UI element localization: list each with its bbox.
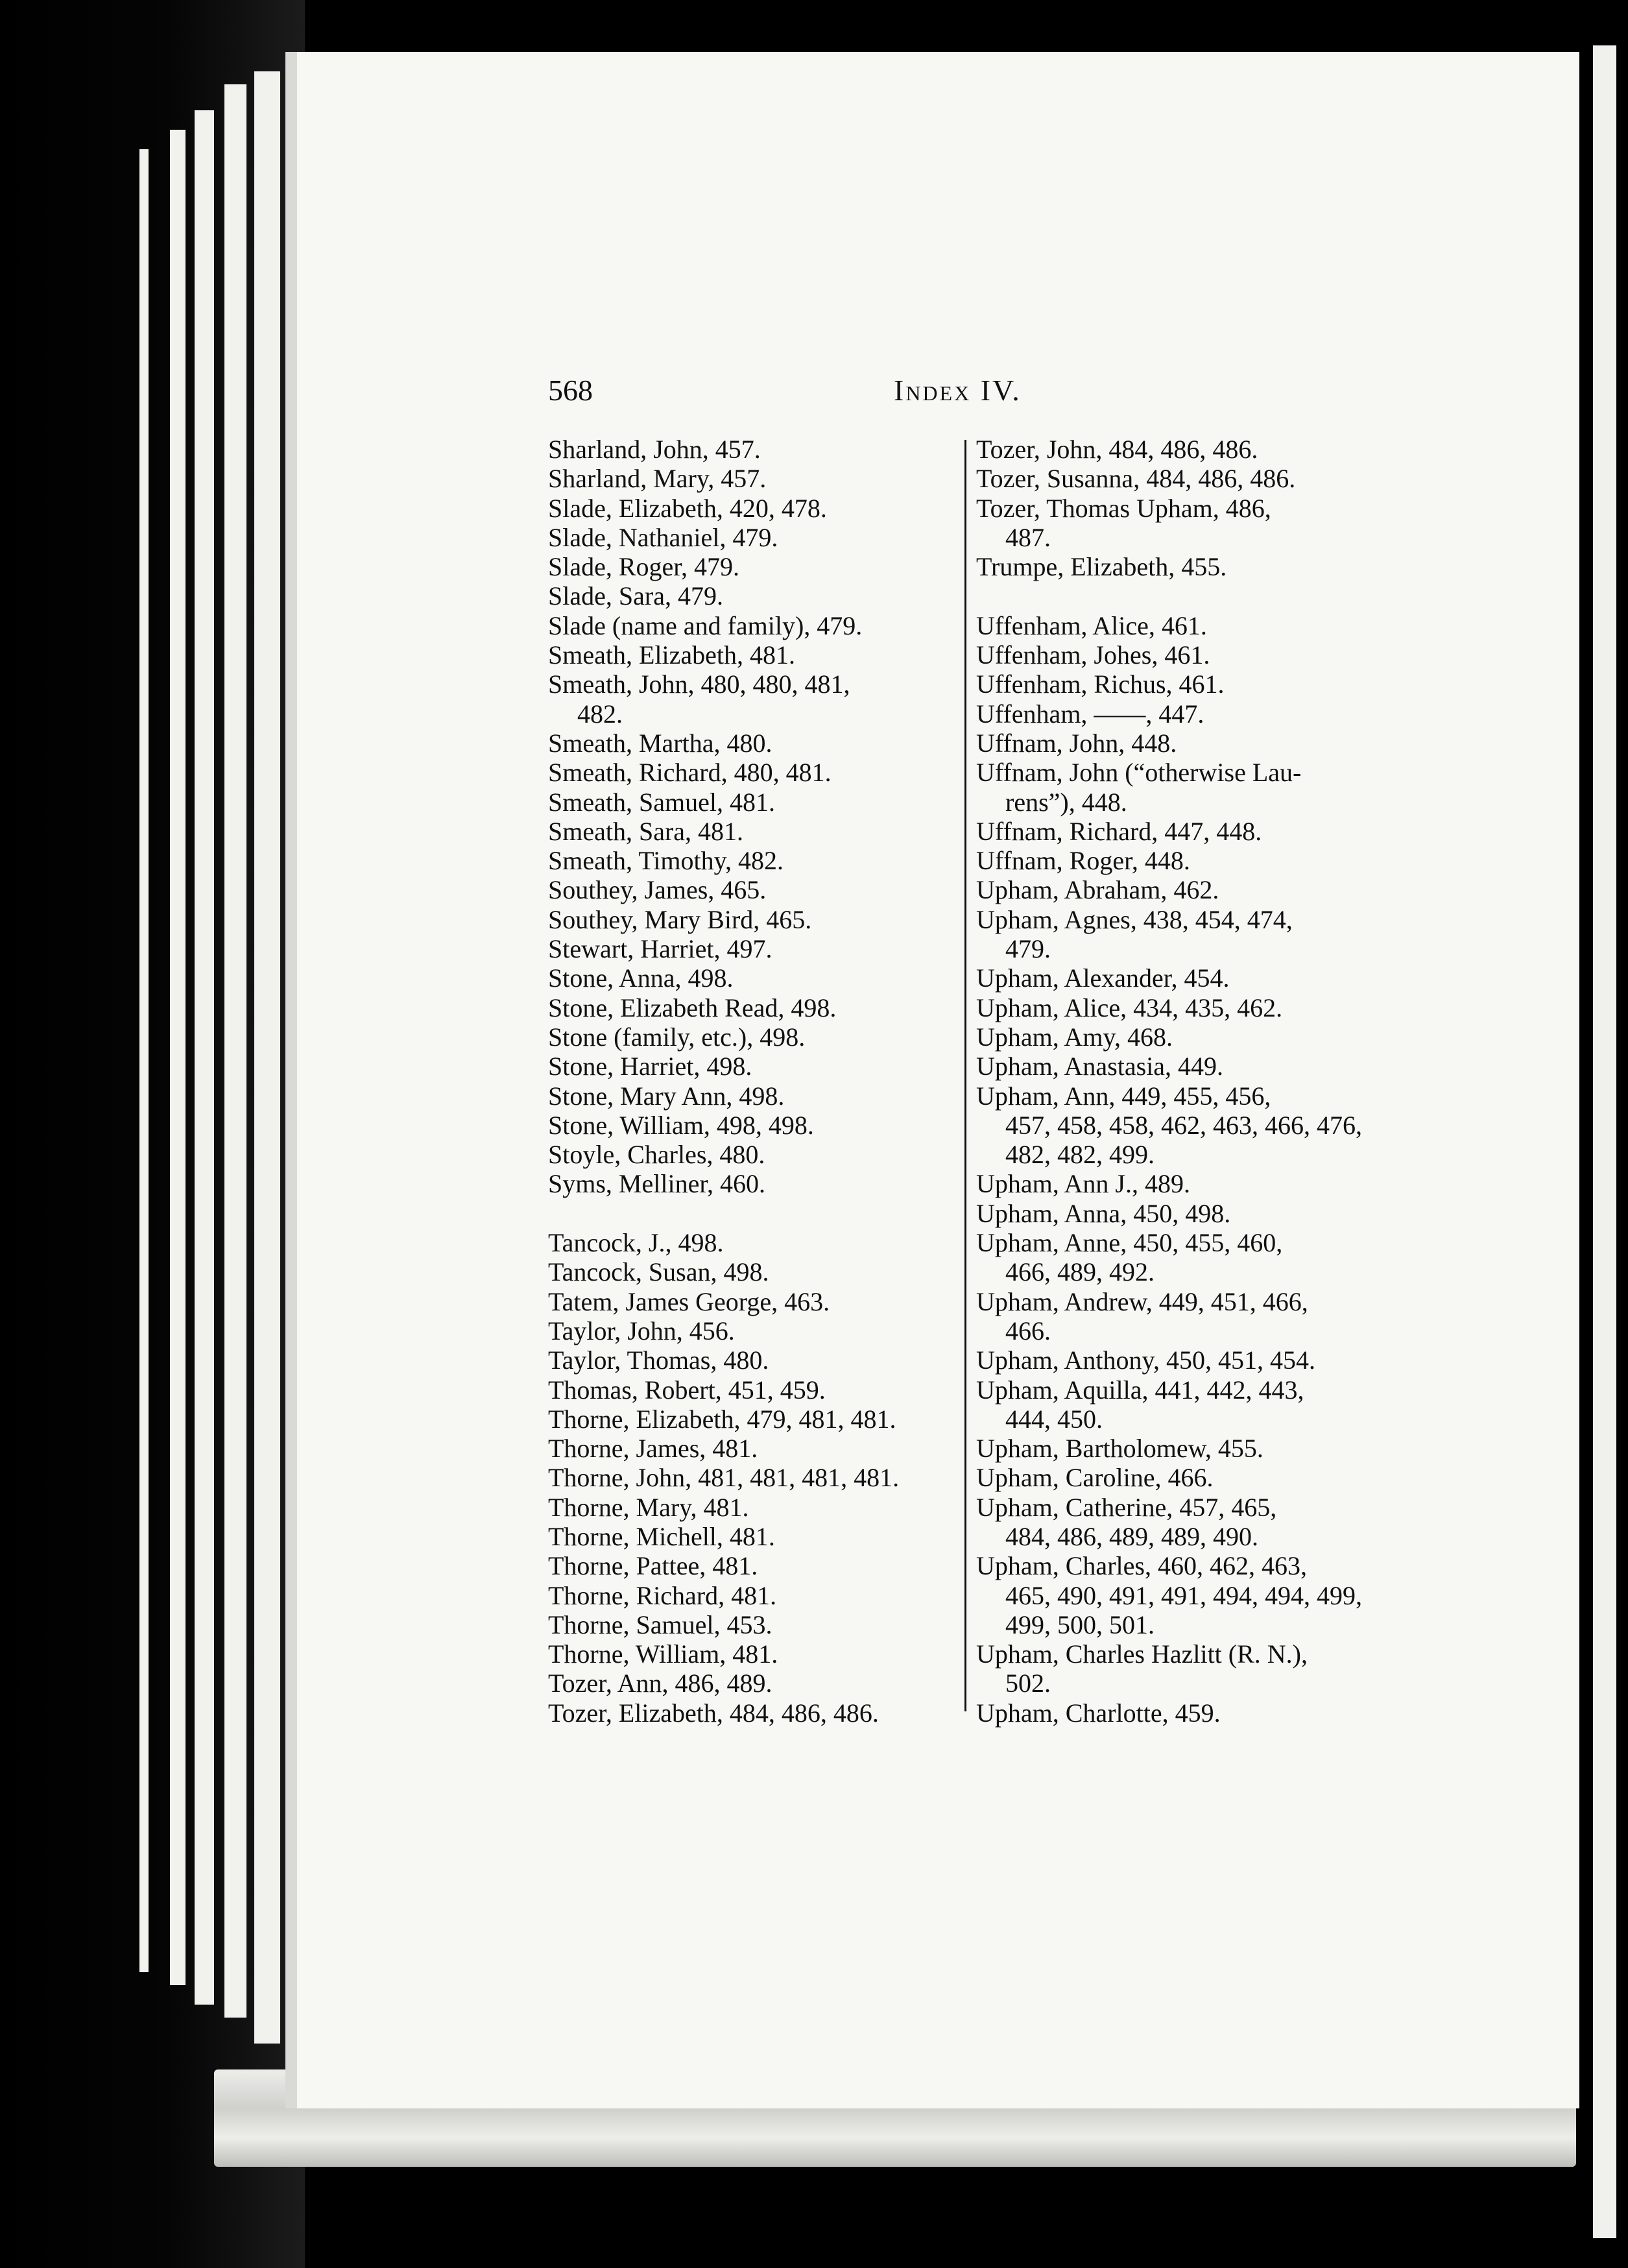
index-entry: [548, 1169, 957, 1198]
index-column-left: [548, 435, 957, 1728]
index-entry-text: Thorne, Elizabeth, 479, 481, 481.: [548, 1404, 896, 1434]
index-entry-text: Upham, Alice, 434, 435, 462.: [976, 993, 1283, 1022]
index-entry-continuation: 487.: [1005, 522, 1051, 552]
index-entry: [548, 963, 957, 993]
index-entry: [548, 1434, 957, 1463]
index-entry-text: Smeath, Samuel, 481.: [548, 787, 775, 817]
index-entry-text: Uffnam, John (“otherwise Lau-: [976, 758, 1302, 788]
index-entry: [548, 875, 957, 904]
index-entry-text: Sharland, John, 457.: [548, 435, 761, 464]
index-entry-text: Uffnam, Richard, 447, 448.: [976, 816, 1262, 846]
index-entry-text: Tozer, Susanna, 484, 486, 486.: [976, 464, 1296, 494]
index-entry-text: Upham, Agnes, 438, 454, 474,: [976, 904, 1293, 934]
index-entry: [548, 846, 957, 875]
index-entry-continuation: rens”), 448.: [1005, 787, 1127, 817]
page-number: 568: [548, 374, 593, 407]
page-edge-strip-right: [1593, 45, 1616, 2238]
index-entry: [976, 875, 1378, 904]
page-edge-strip: [195, 110, 214, 2005]
index-entry: [976, 494, 1378, 553]
index-entry-text: Slade (name and family), 479.: [548, 610, 863, 640]
index-entry-text: Taylor, Thomas, 480.: [548, 1345, 769, 1375]
index-entry: [548, 1639, 957, 1669]
index-entry-text: Thorne, William, 481.: [548, 1639, 778, 1669]
index-entry-text: Syms, Melliner, 460.: [548, 1169, 766, 1199]
index-entry: [548, 670, 957, 729]
index-entry-text: Tozer, Thomas Upham, 486,: [976, 493, 1271, 523]
index-entry-text: Upham, Anthony, 450, 451, 454.: [976, 1345, 1315, 1375]
index-entry-continuation: 466, 489, 492.: [1005, 1257, 1155, 1287]
index-entry-text: Uffenham, Johes, 461.: [976, 640, 1210, 670]
section-gap: [976, 581, 1378, 610]
index-entry-text: Upham, Ann, 449, 455, 456,: [976, 1081, 1271, 1111]
index-entry-text: Smeath, Martha, 480.: [548, 728, 772, 758]
index-entry: [976, 758, 1378, 817]
index-entry: [548, 640, 957, 670]
index-entry: [976, 1345, 1378, 1375]
index-entry: [548, 464, 957, 493]
index-entry-text: Upham, Bartholomew, 455.: [976, 1434, 1263, 1464]
index-entry-text: Upham, Charles, 460, 462, 463,: [976, 1551, 1307, 1581]
index-entry: [976, 846, 1378, 875]
index-entry-text: Thorne, James, 481.: [548, 1434, 758, 1464]
index-entry: [548, 435, 957, 464]
section-gap: [548, 1199, 957, 1228]
index-entry-text: Taylor, John, 456.: [548, 1316, 735, 1345]
index-entry-text: Uffnam, Roger, 448.: [976, 846, 1190, 876]
index-entry-text: Upham, Anne, 450, 455, 460,: [976, 1228, 1283, 1258]
index-entry-text: Thorne, Samuel, 453.: [548, 1610, 772, 1639]
index-entry-continuation: 502.: [1005, 1669, 1051, 1698]
index-entry: [548, 788, 957, 817]
index-entry: [548, 1698, 957, 1728]
index-entry: [976, 1169, 1378, 1198]
index-entry: [548, 581, 957, 610]
index-entry-continuation: 484, 486, 489, 489, 490.: [1005, 1521, 1258, 1551]
index-entry-text: Upham, Catherine, 457, 465,: [976, 1492, 1277, 1522]
index-entry: [548, 993, 957, 1022]
index-entry-text: Smeath, Elizabeth, 481.: [548, 640, 796, 670]
page-edge-strip: [254, 71, 280, 2044]
page-edge-strip: [139, 149, 149, 1972]
index-entry: [548, 494, 957, 523]
index-entry: [976, 1639, 1378, 1698]
index-entry-text: Southey, James, 465.: [548, 875, 767, 905]
index-entry-text: Uffenham, Alice, 461.: [976, 610, 1207, 640]
index-entry-continuation: 479.: [1005, 934, 1051, 964]
index-entry-text: Upham, Charlotte, 459.: [976, 1698, 1221, 1728]
index-entry-text: Thorne, Michell, 481.: [548, 1521, 775, 1551]
index-column-right: [976, 435, 1378, 1728]
index-entry-text: Upham, Aquilla, 441, 442, 443,: [976, 1375, 1304, 1405]
index-entry-text: Uffenham, ——, 447.: [976, 699, 1204, 729]
index-entry-text: Upham, Anna, 450, 498.: [976, 1198, 1231, 1228]
index-entry: [548, 1228, 957, 1257]
index-entry-text: Slade, Nathaniel, 479.: [548, 522, 778, 552]
index-entry-text: Stone, Harriet, 498.: [548, 1052, 752, 1081]
column-divider: [964, 440, 966, 1711]
index-entry-text: Upham, Charles Hazlitt (R. N.),: [976, 1639, 1308, 1669]
index-entry-text: Stone, Mary Ann, 498.: [548, 1081, 785, 1111]
index-entry: [976, 1228, 1378, 1287]
index-entry-text: Stone, Elizabeth Read, 498.: [548, 993, 837, 1022]
index-entry-text: Upham, Amy, 468.: [976, 1022, 1173, 1052]
index-entry-text: Upham, Andrew, 449, 451, 466,: [976, 1286, 1308, 1316]
index-entry-text: Thorne, Mary, 481.: [548, 1492, 749, 1522]
index-entry-text: Stoyle, Charles, 480.: [548, 1140, 765, 1170]
index-entry-text: Smeath, Richard, 480, 481.: [548, 758, 832, 788]
index-entry-text: Upham, Anastasia, 449.: [976, 1052, 1224, 1081]
index-entry: [976, 1463, 1378, 1492]
index-entry: [976, 817, 1378, 846]
index-entry: [976, 1375, 1378, 1434]
index-entry-text: Uffnam, John, 448.: [976, 728, 1177, 758]
index-entry-text: Uffenham, Richus, 461.: [976, 670, 1225, 699]
index-entry-continuation: 444, 450.: [1005, 1404, 1103, 1434]
index-entry-text: Upham, Ann J., 489.: [976, 1169, 1190, 1199]
index-entry: [548, 1316, 957, 1345]
index-entry: [548, 1669, 957, 1698]
index-entry-text: Trumpe, Elizabeth, 455.: [976, 552, 1227, 582]
index-entry-text: Stone (family, etc.), 498.: [548, 1022, 806, 1052]
index-entry-text: Slade, Elizabeth, 420, 478.: [548, 493, 827, 523]
index-entry: [548, 1610, 957, 1639]
index-entry: [548, 817, 957, 846]
index-entry: [976, 435, 1378, 464]
running-head: Index IV.: [894, 374, 1022, 407]
index-entry-continuation: 457, 458, 458, 462, 463, 466, 476, 482, 482, 499.: [1005, 1110, 1362, 1170]
index-entry: [548, 611, 957, 640]
index-entry-text: Upham, Alexander, 454.: [976, 963, 1230, 993]
index-entry: [548, 729, 957, 758]
index-entry: [976, 1698, 1378, 1728]
index-entry: [548, 1463, 957, 1492]
index-entry: [976, 670, 1378, 699]
index-entry: [976, 1287, 1378, 1346]
index-entry: [976, 552, 1378, 581]
index-entry: [548, 1022, 957, 1052]
index-entry-text: Smeath, John, 480, 480, 481,: [548, 670, 850, 699]
index-entry-text: Smeath, Sara, 481.: [548, 816, 744, 846]
index-entry: [548, 1493, 957, 1522]
index-entry: [976, 1551, 1378, 1639]
index-entry-text: Upham, Abraham, 462.: [976, 875, 1219, 905]
page-edge-strip: [170, 130, 186, 1985]
index-entry-text: Thorne, John, 481, 481, 481, 481.: [548, 1463, 900, 1493]
index-entry: [548, 552, 957, 581]
index-entry-text: Tatem, James George, 463.: [548, 1286, 830, 1316]
index-entry: [548, 1375, 957, 1405]
index-entry-text: Tozer, Elizabeth, 484, 486, 486.: [548, 1698, 879, 1728]
index-entry-text: Stewart, Harriet, 497.: [548, 934, 772, 964]
index-entry-text: Stone, William, 498, 498.: [548, 1110, 814, 1140]
index-entry: [976, 963, 1378, 993]
index-entry: [976, 1052, 1378, 1081]
index-entry: [548, 1081, 957, 1111]
index-entry: [548, 1140, 957, 1169]
index-entry-text: Stone, Anna, 498.: [548, 963, 734, 993]
index-entry-text: Thorne, Pattee, 481.: [548, 1551, 758, 1581]
index-entry: [548, 758, 957, 787]
index-entry: [548, 1522, 957, 1551]
index-entry-text: Southey, Mary Bird, 465.: [548, 904, 812, 934]
index-entry-text: Tozer, John, 484, 486, 486.: [976, 435, 1258, 464]
index-entry: [548, 934, 957, 963]
index-entry-text: Tozer, Ann, 486, 489.: [548, 1669, 772, 1698]
index-entry: [976, 1493, 1378, 1552]
index-entry-continuation: 482.: [577, 699, 623, 729]
index-entry: [976, 699, 1378, 729]
index-entry: [548, 1287, 957, 1316]
index-entry-text: Slade, Roger, 479.: [548, 552, 740, 582]
index-entry: [976, 1434, 1378, 1463]
index-entry-text: Tancock, Susan, 498.: [548, 1257, 769, 1287]
index-entry-text: Upham, Caroline, 466.: [976, 1463, 1214, 1493]
index-entry: [976, 464, 1378, 493]
index-entry-text: Slade, Sara, 479.: [548, 581, 723, 611]
index-entry: [548, 1111, 957, 1140]
page-edge-strip: [224, 84, 246, 2018]
index-entry: [976, 1081, 1378, 1170]
index-entry: [976, 640, 1378, 670]
index-entry: [548, 1581, 957, 1610]
index-entry: [548, 1257, 957, 1286]
index-entry-text: Smeath, Timothy, 482.: [548, 846, 784, 876]
index-entry-text: Thorne, Richard, 481.: [548, 1580, 777, 1610]
index-entry-continuation: 466.: [1005, 1316, 1051, 1345]
index-entry-text: Tancock, J., 498.: [548, 1228, 724, 1258]
index-entry: [976, 993, 1378, 1022]
index-entry: [548, 1405, 957, 1434]
index-entry: [976, 1199, 1378, 1228]
index-entry: [976, 905, 1378, 964]
index-entry: [976, 1022, 1378, 1052]
index-entry: [548, 1052, 957, 1081]
index-entry-text: Sharland, Mary, 457.: [548, 464, 767, 494]
index-entry: [548, 1551, 957, 1580]
index-entry: [548, 523, 957, 552]
index-entry: [548, 1345, 957, 1375]
index-entry-continuation: 465, 490, 491, 491, 494, 494, 499, 499, 500, 501.: [1005, 1580, 1362, 1639]
index-entry: [976, 611, 1378, 640]
index-entry-text: Thomas, Robert, 451, 459.: [548, 1375, 826, 1405]
index-entry: [976, 729, 1378, 758]
index-entry: [548, 905, 957, 934]
